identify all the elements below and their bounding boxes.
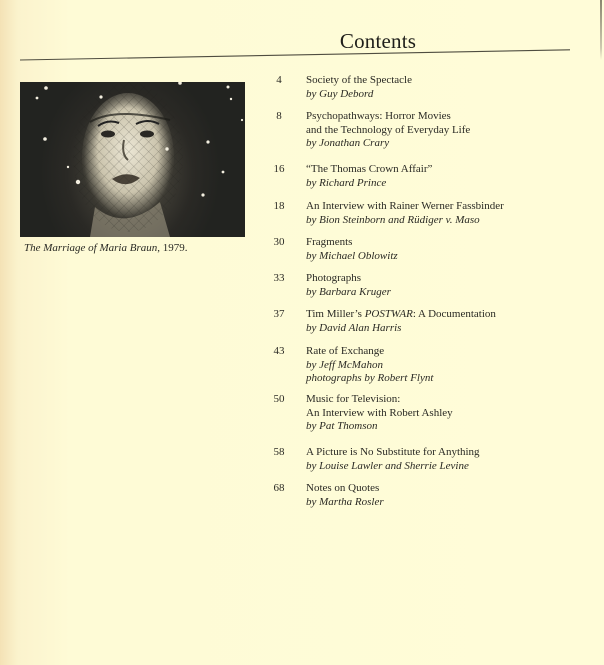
toc-title-line: Rate of Exchange <box>306 345 385 357</box>
toc-page-number: 8 <box>276 110 282 122</box>
toc-page-number: 50 <box>273 393 285 405</box>
page-title: Contents <box>339 29 417 53</box>
figure-caption <box>24 242 187 254</box>
toc-title-line: Society of the Spectacle <box>306 74 412 86</box>
toc-entry-text <box>306 272 391 299</box>
toc-title-line: Photographs <box>306 272 361 284</box>
toc-page-number: 58 <box>273 446 285 458</box>
toc-entry-text <box>306 163 432 190</box>
toc-title-line: A Picture is No Substitute for Anything <box>306 446 480 458</box>
toc-page-number: 16 <box>273 163 285 175</box>
toc-page-number: 33 <box>273 272 285 284</box>
toc-byline: by Barbara Kruger <box>306 285 391 298</box>
toc-byline: by Jonathan Crary <box>306 137 390 149</box>
toc-title-line: and the Technology of Everyday Life <box>306 123 471 136</box>
toc-entry-text <box>306 110 470 151</box>
toc-entry-text <box>306 446 480 473</box>
toc-title-line: An Interview with Robert Ashley <box>306 406 453 419</box>
toc-byline: by Richard Prince <box>306 176 387 189</box>
caption-year: , 1979. <box>157 242 188 254</box>
toc-page-number: 30 <box>273 236 285 248</box>
title-segment: : A Documentation <box>412 308 496 320</box>
toc-byline: by Louise Lawler and Sherrie Levine <box>306 459 469 472</box>
toc-page-number: 68 <box>273 482 285 494</box>
toc-byline: by David Alan Harris <box>306 321 402 334</box>
toc-title-line <box>306 308 496 322</box>
toc-byline: photographs by Robert Flynt <box>306 372 434 384</box>
film-still-figure <box>20 82 245 237</box>
caption-film-title: The Marriage of Maria Braun <box>24 242 158 254</box>
toc-entry-text <box>306 482 384 509</box>
toc-page-number: 4 <box>276 74 282 86</box>
toc-byline: by Pat Thomson <box>306 420 378 432</box>
film-still-photo <box>20 82 245 237</box>
toc-title-line: Psychopathways: Horror Movies <box>306 110 451 122</box>
italic-work-title: POSTWAR <box>364 308 413 320</box>
toc-title-line: Fragments <box>306 236 353 248</box>
toc-byline: by Bion Steinborn and Rüdiger v. Maso <box>306 213 480 226</box>
toc-entry-text <box>306 200 504 227</box>
toc-title-line: “The Thomas Crown Affair” <box>306 163 433 175</box>
toc-page-number: 43 <box>273 345 285 357</box>
toc-title-line: An Interview with Rainer Werner Fassbinder <box>306 200 504 212</box>
toc-page-number: 18 <box>273 200 285 212</box>
toc-entry-text <box>306 236 398 263</box>
toc-byline: by Martha Rosler <box>306 495 384 508</box>
toc-byline: by Michael Oblowitz <box>306 249 398 262</box>
toc-entry-text <box>306 308 496 335</box>
toc-entry-text <box>306 393 453 434</box>
title-rule <box>20 49 570 61</box>
toc-byline: by Guy Debord <box>306 87 374 100</box>
title-segment: Tim Miller’s <box>306 308 365 320</box>
toc-entry-text <box>306 74 412 101</box>
toc-page-number: 37 <box>273 308 285 320</box>
toc-entry-text <box>306 345 433 386</box>
toc-byline: by Jeff McMahon <box>306 358 383 371</box>
toc-title-line: Music for Television: <box>306 393 401 405</box>
toc-title-line: Notes on Quotes <box>306 482 380 494</box>
